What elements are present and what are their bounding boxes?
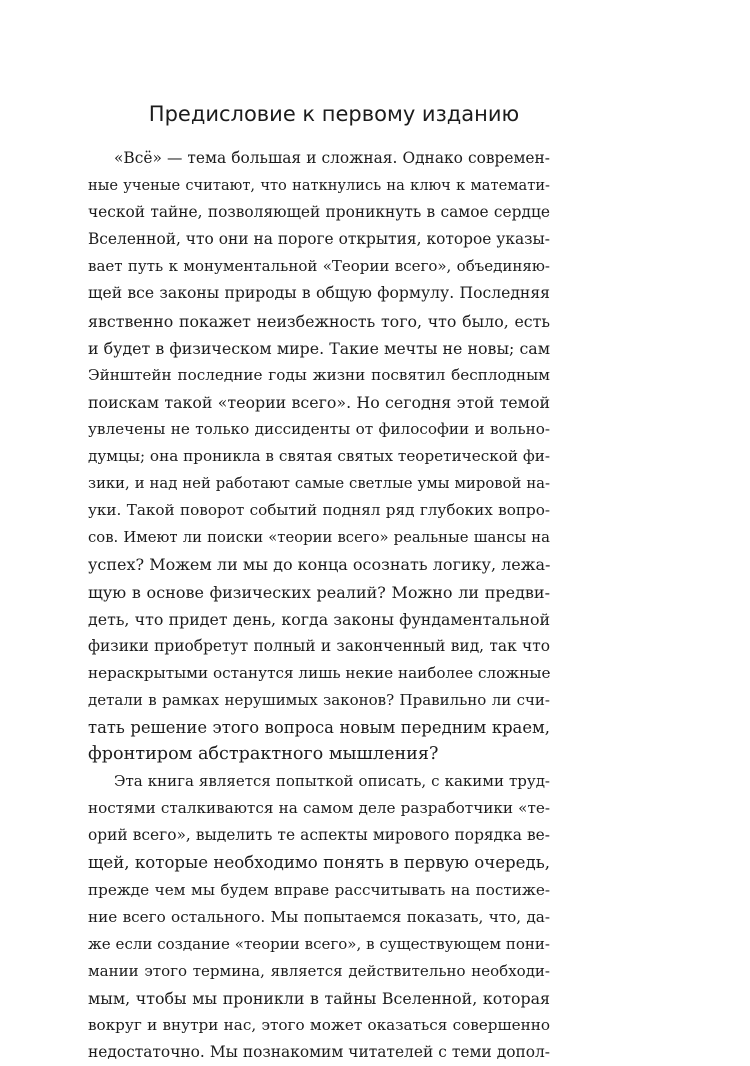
chapter-heading: Предисловие к первому изданию — [148, 102, 520, 126]
text-line: Эта книга является попыткой описать, с какими труд- — [114, 772, 550, 791]
text-line: и будет в физическом мире. Такие мечты не новы; сам — [88, 338, 550, 358]
text-line: вает путь к монументальной «Теории всего», объединяю- — [88, 257, 550, 276]
text-line: щей, которые необходимо понять в первую очередь, — [88, 853, 550, 873]
text-line: ные ученые считают, что наткнулись на ключ к математи- — [88, 177, 550, 195]
text-line: явственно покажет неизбежность того, что было, есть — [88, 311, 550, 331]
text-line: прежде чем мы будем вправе рассчитывать на постиже- — [88, 880, 550, 899]
text-line: недостаточно. Мы познакомим читателей с теми допол- — [88, 1043, 550, 1062]
text-line: Вселенной, что они на пороге открытия, которое указы- — [88, 230, 550, 249]
text-line: сов. Имеют ли поиски «теории всего» реальные шансы на — [88, 529, 550, 547]
text-line: ческой тайне, позволяющей проникнуть в самое сердце — [88, 203, 550, 222]
text-line: поискам такой «теории всего». Но сегодня этой темой — [88, 392, 550, 412]
text-line: физики приобретут полный и законченный вид, так что — [88, 636, 550, 655]
text-line: тать решение этого вопроса новым передним краем, — [88, 717, 550, 737]
text-line: успех? Можем ли мы до конца осознать логику, лежа- — [88, 555, 551, 575]
text-line: орий всего», выделить те аспекты мирового порядка ве- — [88, 826, 550, 845]
text-line: деть, что придет день, когда законы фундаментальной — [88, 609, 550, 629]
text-line: зики, и над ней работают самые светлые умы мировой на- — [88, 475, 550, 493]
text-line: мым, чтобы мы проникли в тайны Вселенной, которая — [88, 988, 550, 1008]
text-line: фронтиром абстрактного мышления? — [88, 744, 439, 765]
text-line: Эйнштейн последние годы жизни посвятил бесплодным — [88, 365, 550, 384]
text-line: думцы; она проникла в святая святых теоретической фи- — [88, 447, 550, 466]
text-line: ние всего остального. Мы попытаемся показать, что, да- — [88, 907, 550, 926]
text-line: уки. Такой поворот событий поднял ряд глубоких вопро- — [88, 501, 550, 520]
text-line: мании этого термина, является действительно необходи- — [88, 961, 550, 980]
text-line: нераскрытыми останутся лишь некие наиболее сложные — [88, 663, 551, 682]
text-line: щую в основе физических реалий? Можно ли предви- — [88, 582, 550, 602]
text-line: вокруг и внутри нас, этого может оказаться совершенно — [88, 1016, 550, 1034]
body-text — [88, 145, 550, 1066]
text-line: же если создание «теории всего», в существующем пони- — [88, 934, 550, 953]
text-line: «Всё» — тема большая и сложная. Однако современ- — [114, 149, 550, 167]
text-line: ностями сталкиваются на самом деле разработчики «те- — [88, 799, 550, 818]
text-line: детали в рамках нерушимых законов? Правильно ли счи- — [88, 690, 550, 709]
text-line: увлечены не только диссиденты от философии и вольно- — [88, 419, 550, 438]
text-line: щей все законы природы в общую формулу. Последняя — [88, 284, 550, 303]
